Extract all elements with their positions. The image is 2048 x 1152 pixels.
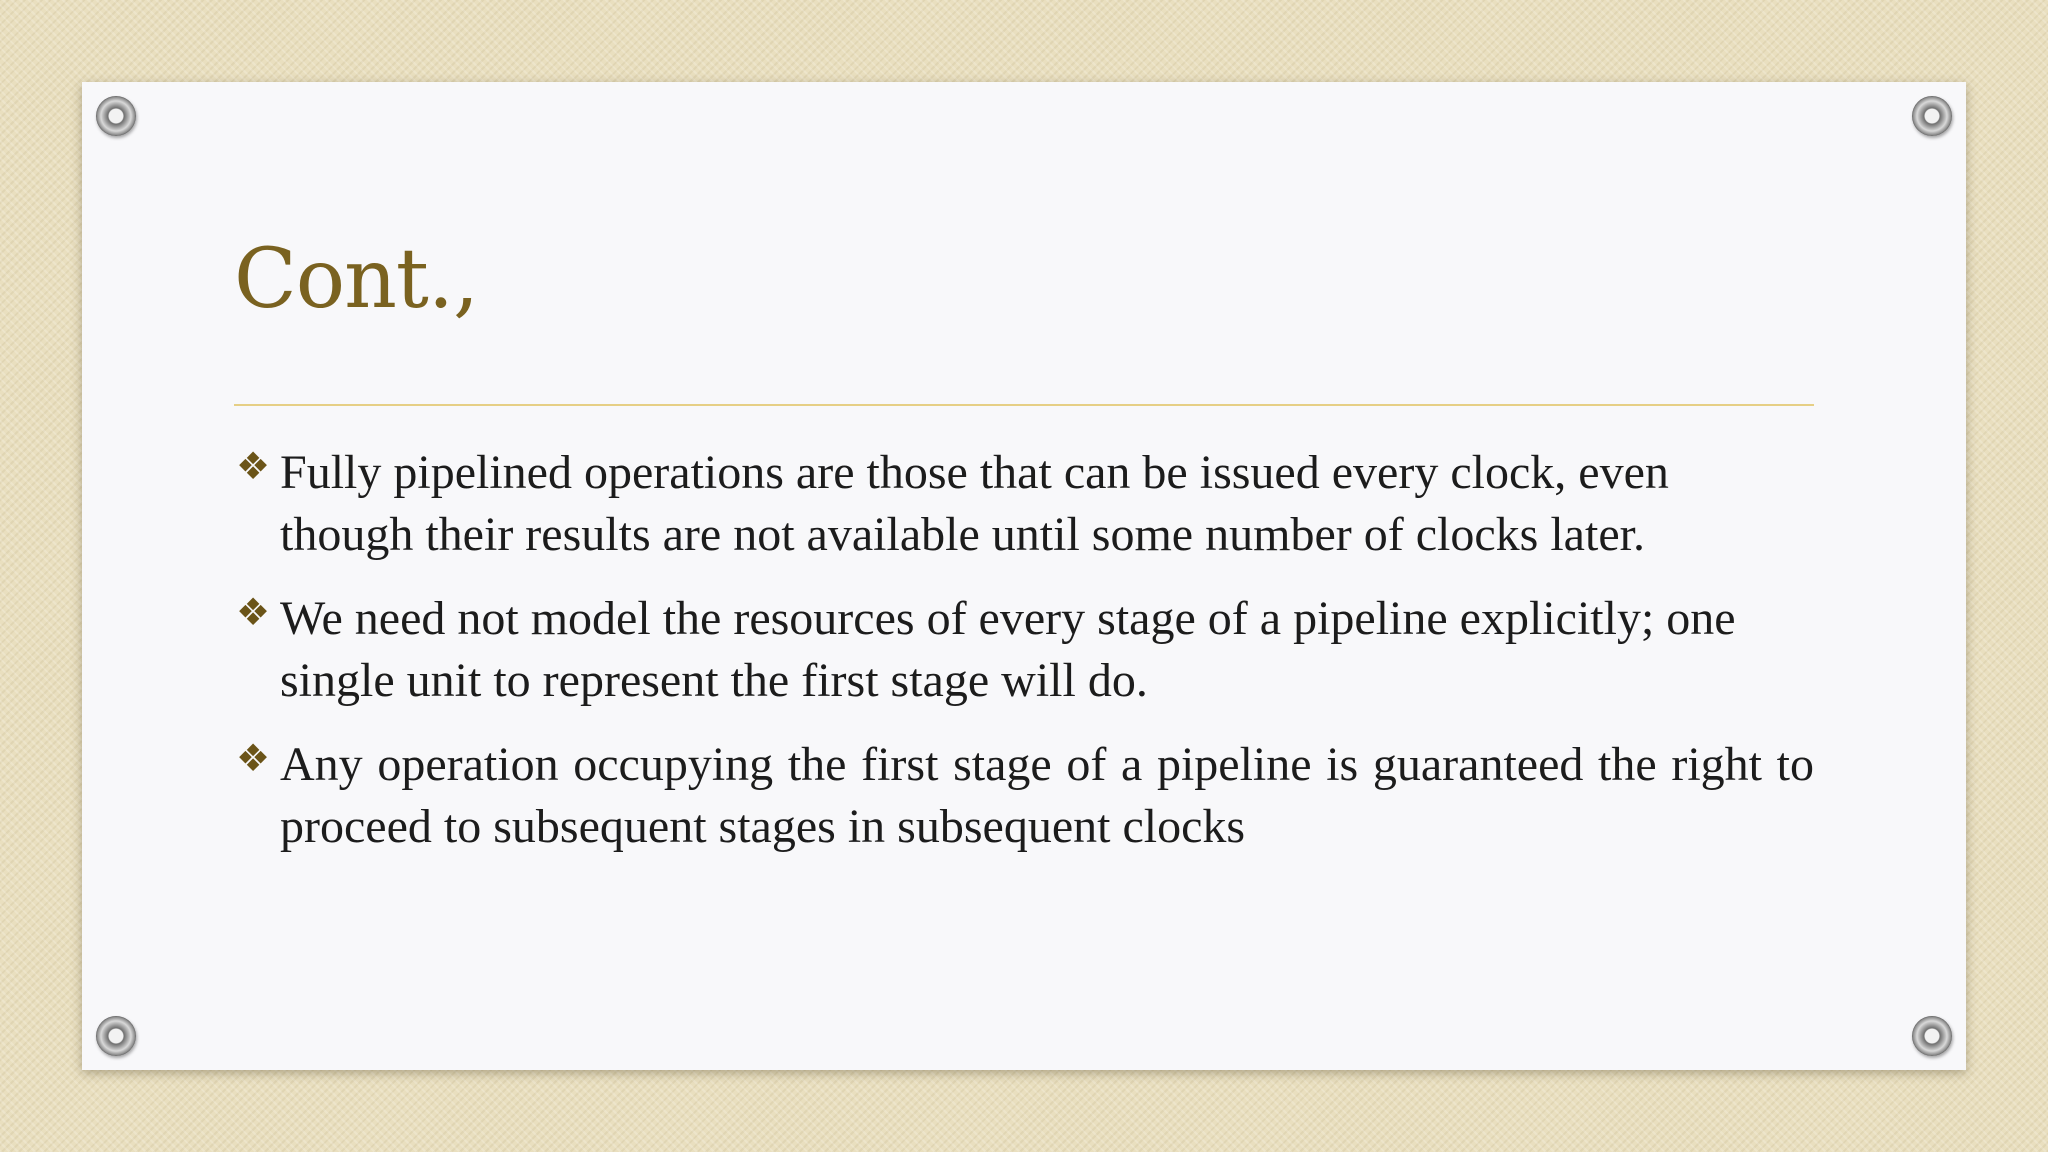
bullet-text: Any operation occupying the first stage of a pipeline is guaranteed the right to proceed to subsequent stages in subsequent clocks [280, 738, 1814, 853]
bullet-item [234, 588, 1814, 712]
four-diamond-bullet-icon: ❖ [236, 446, 271, 488]
bullet-list [234, 442, 1814, 880]
grommet-icon [96, 1016, 136, 1056]
grommet-icon [96, 96, 136, 136]
bullet-item [234, 442, 1814, 566]
bullet-text: We need not model the resources of every stage of a pipeline explicitly; one single unit to represent the first stage will do. [280, 592, 1736, 707]
grommet-icon [1912, 96, 1952, 136]
slide-title: Cont., [234, 232, 479, 327]
four-diamond-bullet-icon: ❖ [236, 738, 271, 780]
slide-card [82, 82, 1966, 1070]
bullet-item [234, 734, 1814, 858]
grommet-icon [1912, 1016, 1952, 1056]
bullet-text: Fully pipelined operations are those that can be issued every clock, even though their results are not available until some number of clocks later. [280, 446, 1669, 561]
title-divider [234, 404, 1814, 406]
four-diamond-bullet-icon: ❖ [236, 592, 271, 634]
